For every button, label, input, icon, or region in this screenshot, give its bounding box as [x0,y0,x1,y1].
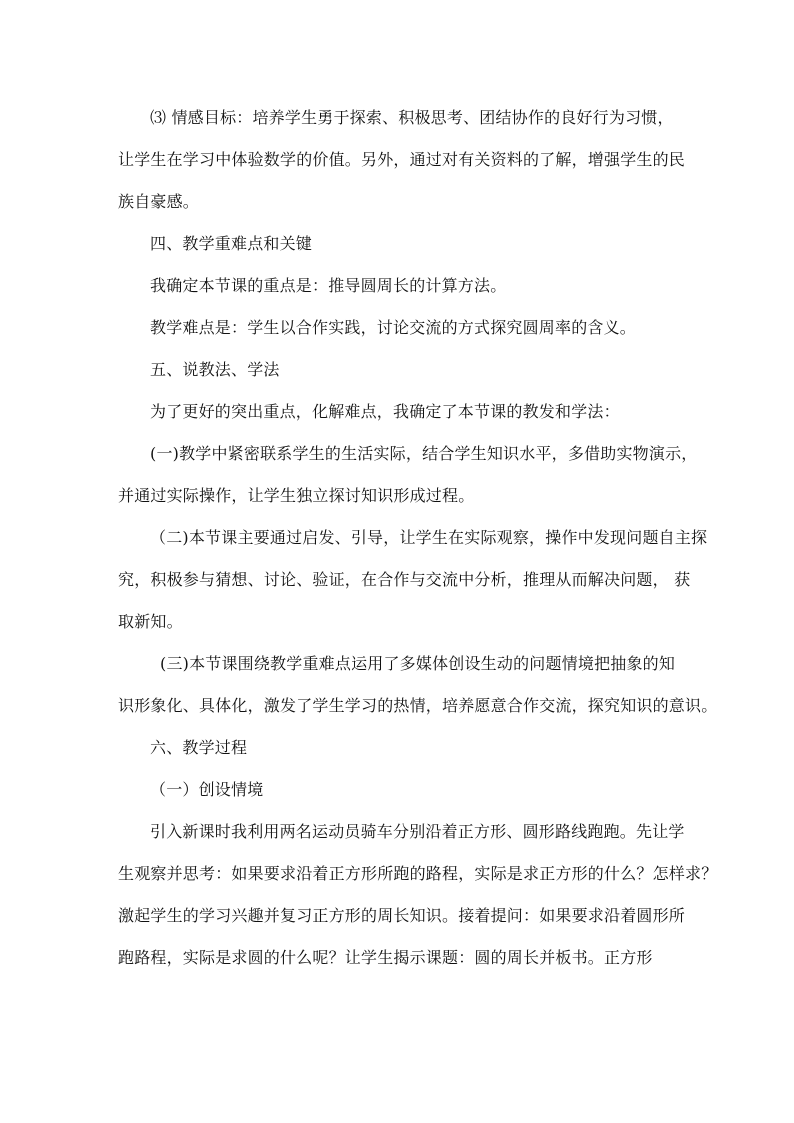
section-heading-key-points: 四、教学重难点和关键 [150,234,313,253]
paragraph-method-1-line-1: (一)教学中紧密联系学生的生活实际，结合学生知识水平，多借助实物演示， [150,444,698,463]
paragraph-method-3-line-1: (三)本节课围绕教学重难点运用了多媒体创设生动的问题情境把抽象的知 [160,654,676,673]
paragraph-scenario-line-4: 跑路程，实际是求圆的什么呢？让学生揭示课题：圆的周长并板书。正方形 [118,948,653,967]
paragraph-method-2-line-3: 取新知。 [118,612,183,631]
paragraph-emotion-goal-line-3: 族自豪感。 [118,192,200,211]
paragraph-scenario-line-1: 引入新课时我利用两名运动员骑车分别沿着正方形、圆形路线跑跑。先让学 [150,822,685,841]
paragraph-method-3-line-2: 识形象化、具体化，激发了学生学习的热情，培养愿意合作交流，探究知识的意识。 [118,696,718,715]
section-heading-process: 六、教学过程 [150,738,248,757]
paragraph-emotion-goal-line-2: 让学生在学习中体验数学的价值。另外，通过对有关资料的了解，增强学生的民 [118,150,686,169]
paragraph-difficulty: 教学难点是：学生以合作实践，讨论交流的方式探究圆周率的含义。 [150,318,637,337]
paragraph-method-2-line-2: 究，积极参与猜想、讨论、验证，在合作与交流中分析，推理从而解决问题， 获 [118,570,691,589]
subsection-heading-scenario: （一）创设情境 [150,780,264,799]
paragraph-method-2-line-1: （二)本节课主要通过启发、引导，让学生在实际观察，操作中发现问题自主探 [150,528,708,547]
paragraph-key-point: 我确定本节课的重点是：推导圆周长的计算方法。 [150,276,507,295]
paragraph-emotion-goal-line-1: ⑶ 情感目标：培养学生勇于探索、积极思考、团结协作的良好行为习惯， [150,108,674,127]
paragraph-scenario-line-2: 生观察并思考：如果要求沿着正方形所跑的路程，实际是求正方形的什么？怎样求？ [118,864,718,883]
paragraph-method-1-line-2: 并通过实际操作，让学生独立探讨知识形成过程。 [118,486,475,505]
section-heading-methods: 五、说教法、学法 [150,360,280,379]
paragraph-scenario-line-3: 激起学生的学习兴趣并复习正方形的周长知识。接着提问：如果要求沿着圆形所 [118,906,686,925]
paragraph-methods-intro: 为了更好的突出重点，化解难点，我确定了本节课的教发和学法： [150,402,620,421]
